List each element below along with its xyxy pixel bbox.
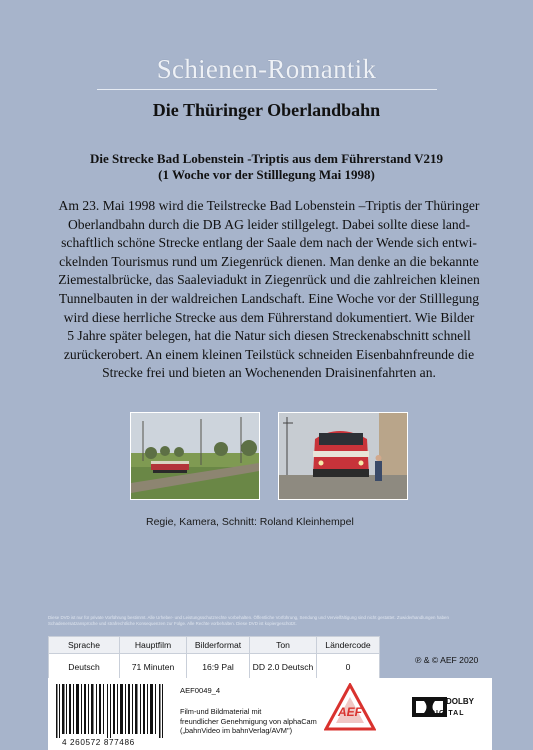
- aef-logo-text: AEF: [338, 705, 362, 719]
- description-line: Tunnelbauten in der waldreichen Landschaft. Eine Woche vor der Stilllegung: [58, 290, 480, 306]
- description-line: ckelnden Tourismus rund um Ziegenrück dienen. Man denke an die bekannte: [59, 253, 479, 269]
- credits: Regie, Kamera, Schnitt: Roland Kleinhempel: [146, 516, 354, 528]
- permission-line: („bahnVideo im bahnVerlag/AVM"): [180, 726, 293, 736]
- barcode-number: 4 260572 877486: [62, 738, 135, 747]
- description-line: Strecke frei und bieten an Wochenenden Draisinenfahrten an.: [102, 365, 436, 381]
- description-line: 5 Jahre später belegen, hat die Natur sich diesen Streckenabschnitt schnell: [67, 328, 471, 344]
- subtitle-line-2: (1 Woche vor der Stilllegung Mai 1998): [158, 167, 375, 182]
- permission-line: freundlicher Genehmigung von alphaCam: [180, 716, 317, 726]
- dolby-word: DOLBY: [446, 697, 474, 706]
- spec-header-row: [49, 637, 380, 654]
- spec-value-row: [49, 654, 380, 681]
- dolby-digital: DIGITAL: [430, 710, 465, 717]
- permission-note: [180, 707, 317, 736]
- legal-notice: Diese DVD ist nur für private Vorführung bestimmt. Alle Urheber- und Leistungsschutzrechte vorbehalten. Öffentliche Vorführung, Sendung und Vervielfältigung sind nicht gestattet. Zuwiderhandlungen haben Schadenersatzansprüche und strafrechtliche Konsequenzen zur Folge. Alle Rechte vorbehalten. Diese DVD ist kopiergeschützt.: [48, 615, 449, 626]
- description-line: schaftlich schöne Strecke entlang der Saale dem nach der Wende sich entwi-: [61, 235, 477, 251]
- spec-header: Sprache: [49, 637, 120, 654]
- copyright: ℗ & © AEF 2020: [415, 655, 479, 665]
- aef-logo: [324, 683, 376, 735]
- subtitle-line-1: Die Strecke Bad Lobenstein -Triptis aus dem Führerstand V219: [90, 151, 443, 166]
- spec-value: DD 2.0 Deutsch: [250, 654, 317, 681]
- page-title: Die Thüringer Oberlandbahn: [152, 100, 381, 120]
- description-line: zurückerobert. An einem kleinen Teilstück schneiden Eisenbahnfreunde die: [63, 346, 475, 362]
- description-line: wird diese herrliche Strecke aus dem Führerstand dokumentiert. Wie Bilder: [63, 309, 475, 325]
- spec-value: 0: [317, 654, 380, 681]
- photo-train-landscape: [130, 412, 260, 500]
- spec-header: Ländercode: [317, 637, 380, 654]
- locomotive-image: [279, 413, 407, 499]
- train-landscape-image: [131, 413, 259, 499]
- product-code: AEF0049_4: [180, 686, 221, 695]
- description: [54, 197, 484, 383]
- spec-header: Ton: [250, 637, 317, 654]
- spec-value: 71 Minuten: [120, 654, 187, 681]
- description-line: Oberlandbahn durch die DB AG leider stillgelegt. Dabei sollte diese land-: [67, 216, 471, 232]
- spec-header: Bilderformat: [187, 637, 250, 654]
- spec-value: Deutsch: [49, 654, 120, 681]
- spec-header: Hauptfilm: [120, 637, 187, 654]
- series-title: Schienen-Romantik: [156, 54, 377, 84]
- title-divider: [97, 89, 437, 90]
- permission-line: Film-und Bildmaterial mit: [180, 707, 262, 716]
- description-line: Am 23. Mai 1998 wird die Teilstrecke Bad Lobenstein –Triptis der Thüringer: [58, 198, 480, 213]
- barcode: [52, 684, 172, 738]
- description-line: Ziemestalbrücke, das Saaleviadukt in Ziegenrück und die zahlreichen kleinen: [58, 272, 480, 288]
- photo-locomotive-front: [278, 412, 408, 500]
- spec-table: [48, 636, 380, 681]
- spec-value: 16:9 Pal: [187, 654, 250, 681]
